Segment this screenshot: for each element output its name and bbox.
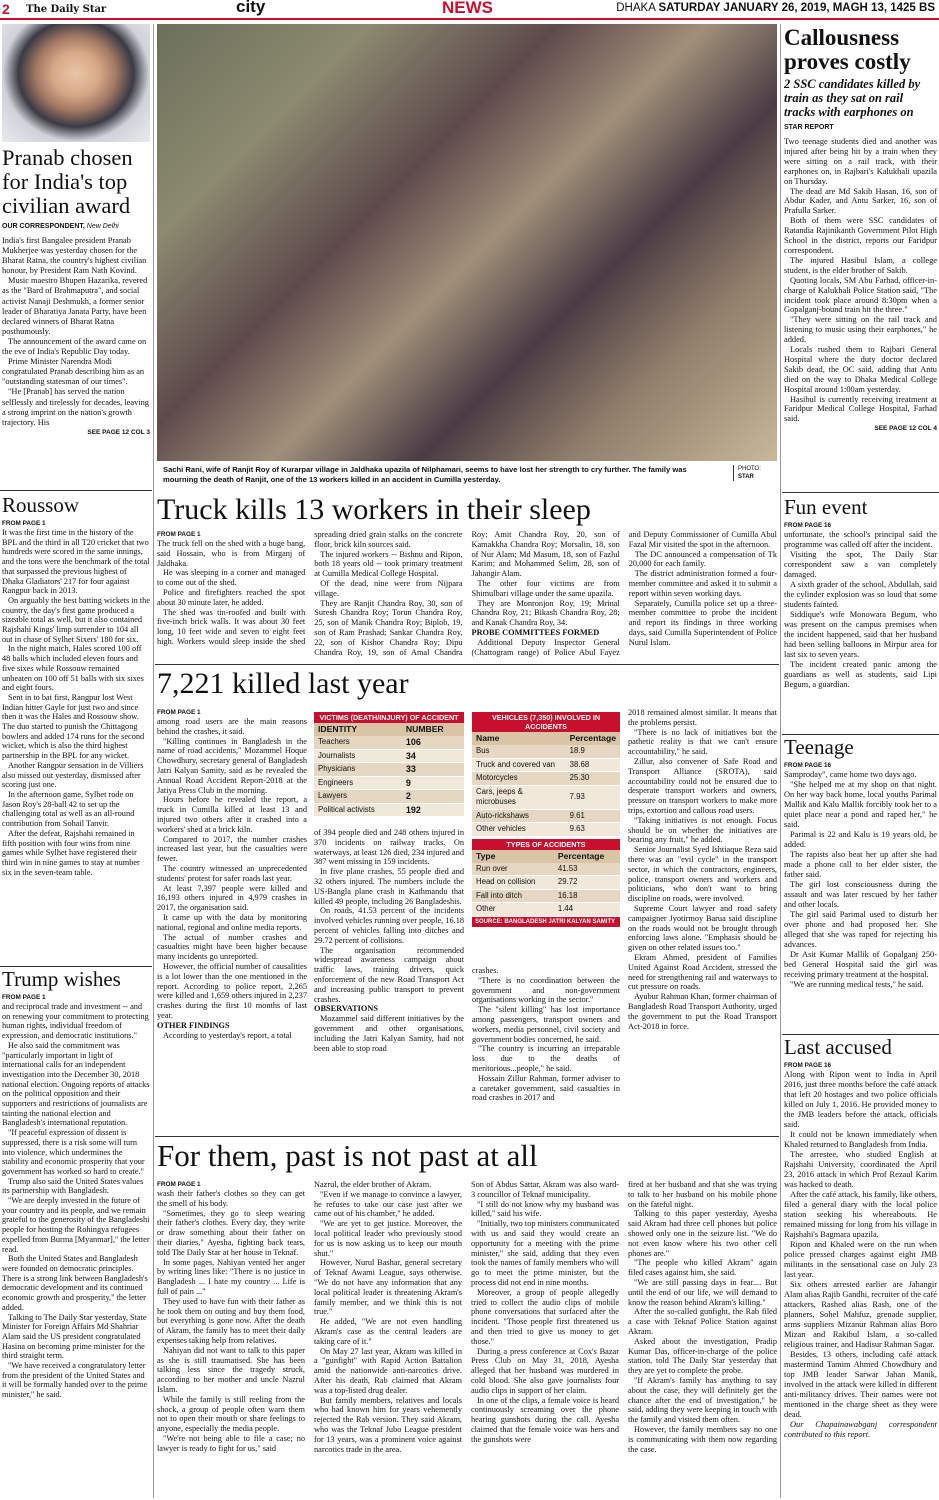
- past-col-1: FROM PAGE 1 wash their father's clothes so they can get the smell of his body. "Sometimes, they go to sleep wearing their father's clothes. Every day, they write or draw something about their father on their diaries," Ayesha, fighting back tears, told The Daily Star at her house in Teknaf. In some pages, Nahiyan vented her anger by writing lines like: "There is no justice in Bangladesh ... I hate my country ... Life is full of pain ..." They used to have fun with their father as he took them on outing and buy them food, but everything is gone now. After the death of Akram, the family has to meet their daily expenses taking help from relatives. Nahiyan did not want to talk to this paper as she is still traumatised. She has been talking less since the tragedy struck, according to her mother and uncle Nazrul Islam. While the family is still reeling from the shock, a group of people often warn them not to open their mouth or share feelings to anyone, especially the media people. "We're not being able to file a case; no lawyer is ready to fight for us," said: [157, 1181, 305, 1453]
- table-row: Cars, jeeps & microbuses 7.93: [472, 785, 620, 809]
- table-row: Run over 41.53: [472, 863, 620, 876]
- types-table-title: TYPES OF ACCIDENTS: [472, 839, 620, 850]
- photo-caption-text: Sachi Rani, wife of Ranjit Roy of Kurarpar village in Jaldhaka upazila of Nilphamari, seems to have lost her strength to cry further. The family was mourning the death of Ranjit, one of the 13 workers killed in an accident in Cumilla yesterday.: [163, 465, 687, 484]
- vehicles-table-grid: Name Percentage Bus 18.9 Truck and covered van 38.68 Motorcycles 25.30 Cars, jeeps & microbuses 7.93 Auto-rickshaws 9.61 Other vehicles 9.63: [472, 732, 620, 837]
- table-row: Other 1.44: [472, 903, 620, 917]
- dateline: DHAKA SATURDAY JANUARY 26, 2019, MAGH 13, 1425 BS: [616, 2, 935, 14]
- teenage-headline: Teenage: [784, 736, 854, 759]
- pranab-body: India's first Bangalee president Pranab Mukherjee was yesterday chosen for the Bharat Ratna, the country's highest civilian honour, by President Ram Nath Kovind. Music maestro Bhupen Hazarika, revered as the "Bard of Brahmaputra", and social activist Nanaji Deshmukh, a former senior leader of Bharatiya Janata Party, have been declared winners of Bharat Ratna posthumously. The announcement of the award came on the eve of India's Republic Day today. Prime Minister Narendra Modi congratulated Pranab describing him as an "outstanding statesman of our times". "He [Pranab] has served the nation selflessly and tirelessly for decades, leaving a strong imprint on the nation's growth trajectory. His SEE PAGE 12 COL 3: [2, 236, 150, 436]
- truck-headline: Truck kills 13 workers in their sleep: [157, 494, 591, 526]
- photo-credit: PHOTO: STAR: [733, 465, 761, 481]
- table-row: Lawyers 2: [314, 790, 464, 804]
- callousness-story: [784, 26, 937, 492]
- callousness-body: Two teenage students died and another was injured after being hit by a train when they were sitting on a rail track, with their earphones on, in Rajbari's Kalukhali upazila on Thursday. The dead are Md Sakib Hasan, 16, son of Abdur Kader, and Antu Sarker, 16, son of Prafulla Sarker. Both of them were SSC candidates of Ratandia Rajinikanth Government Pilot High School in the district, reports our Faridpur correspondent. The injured Hasibul Islam, a college student, is the elder brother of Sakib. Quoting locals, SM Abu Farhad, officer-in-charge of Kalukhali Police Station said, "The incident took place around 8:30pm when a Gopalganj-bound train hit the three." "They were sitting on the rail track and listening to music using their earphones," he added. Locals rushed them to Rajbari General Hospital where the duty doctor declared Sakib dead, the OC said, adding that Antu died on the way to Dhaka Medical College Hospital around 1:00am yesterday. Hasibul is currently receiving treatment at Faridpur Medical College Hospital, Farhad said. SEE PAGE 12 COL 4: [784, 137, 937, 433]
- callousness-byline: STAR REPORT: [784, 124, 834, 131]
- table-source: SOURCE: BANGLADESH JATRI KALYAN SAMITY: [472, 917, 620, 927]
- trump-story: [2, 968, 150, 1498]
- past-col-3: Son of Abdus Sattar, Akram was also ward-3 councillor of Teknaf municipality. "I still do not know why my husband was killed," said his wife. "Initially, two top ministers communicated with us and said they would create an opportunity for a meeting with the prime minister," she said, adding that they even took the names of family members who will go to meet the prime minister, but the process did not end in nine months. Moreover, a group of people allegedly tried to collect the audio clips of mobile phone conversations that surfaced after the incident. "Those people first threatened us and then tried to give us money to get those." During a press conference at Cox's Bazar Press Club on May 31, 2018, Ayesha alleged that her husband was murdered in cold blood. She also gave journalists four audio clips in support of her claim. In one of the clips, a female voice is heard continuously screaming over the phone hearing gunshots during the call. Ayesha claimed that the female voice was hers and the gunshots were: [471, 1180, 619, 1444]
- table-row: Bus 18.9: [472, 745, 620, 758]
- vehicles-table: [472, 712, 620, 962]
- last-accused-story: [784, 1036, 937, 1498]
- types-table-grid: Type Percentage Run over 41.53 Head on collision 29.72 Fall into ditch 16.18 Other 1.44: [472, 850, 620, 917]
- pranab-headline: Pranab chosen for India's top civilian award: [2, 146, 133, 218]
- table-row: Auto-rickshaws 9.61: [472, 809, 620, 823]
- page-number: 2: [2, 1, 10, 17]
- killed-col-3: crashes. "There is no coordination between the government and non-government organisations working in the sector." The "silent killing" has lost importance among passengers, transport owners and workers, media personnel, civil society and government bodies concerned, he said. "The country is incurring an irreparable loss due to the deaths of meritorious...people," he said. Hossain Zillur Rahman, former adviser to a caretaker government, said casualties in road crashes in 2017 and: [472, 966, 620, 1103]
- truck-story: [157, 494, 777, 662]
- fun-body: FROM PAGE 16 unfortunate, the school's principal said the programme was called off after the incident. Visiting the spot, The Daily Star correspondent saw a van completely damaged. A sixth grader of the school, Abdullah, said the cylinder explosion was so loud that some students fainted. Siddique's wife Monowara Begum, who was present on the campus premises when the incident happened, said that her husband had been selling balloons in Mirpur area for last six to seven years. The incident created panic among the guardians as well as students, said Lipi Begum, a guardian.: [784, 522, 937, 689]
- table-row: Head on collision 29.72: [472, 876, 620, 890]
- pranab-byline: OUR CORRESPONDENT, New Delhi: [2, 223, 119, 230]
- table-row: Political activists 192: [314, 803, 464, 817]
- pranab-see-page: SEE PAGE 12 COL 3: [87, 428, 150, 436]
- fun-story: [784, 496, 937, 732]
- killed-headline: 7,221 killed last year: [157, 668, 409, 700]
- pranab-story: [2, 146, 150, 437]
- mourning-photo: [157, 24, 777, 461]
- past-col-4: fired at her husband and that she was trying to talk to her husband on his mobile phone on the fateful night. Talking to this paper yesterday, Ayesha said Akram had three cell phones but police showed only one in the seizure list. "We do not even know where his two other cell phones are." "The people who killed Akram" again filed cases against him, she said. "We are still passing days in fear.... But until the end of our life, we will demand to know the reason behind Akram's killing." After the so-called gunfight, the Rab filed a case with Teknaf Police Station against Akram. Asked about the investigation, Pradip Kumar Das, officer-in-charge of the police station, told The Daily Star yesterday that they are yet to complete the probe. "If Akram's family has anything to say about the case, they will definitely get the chance after the end of investigation," he said, adding they were keeping in touch with the family and visited them often. However, the family members say no one is communicating with them now regarding the case.: [628, 1180, 777, 1454]
- news-label: NEWS: [442, 0, 493, 17]
- section-label: city: [236, 0, 266, 16]
- victims-table: [314, 712, 464, 822]
- last-accused-headline: Last accused: [784, 1036, 892, 1059]
- table-row: Journalists 34: [314, 749, 464, 763]
- callousness-subhead: 2 SSC candidates killed by train as they sat on rail tracks with earphones on: [784, 77, 921, 119]
- past-col-2: Nazrul, the elder brother of Akram. "Even if we manage to convince a lawyer, he refuses to take our case just after we came out of his chamber," he added. "We are yet to get justice. Moreover, the local political leader who previously stood for us is now asking us to keep our mouth shut." However, Nurul Bashar, general secretary of Teknaf Awami League, says otherwise. "We do not have any information that any local political leader is threatening Akram's family member, and we think this is not true." He added, "We are not even handling Akram's case as the central leaders are taking care of it." On May 27 last year, Akram was killed in a "gunfight" with Rapid Action Battalion amid the nationwide anti-narcotics drive. After his death, Rab claimed that Akram was a top-listed drug dealer. But family members, relatives and locals who had known him for years vehemently rejected the Rab version. They said Akram, who was the Teknaf Jubo League president for 13 years, was a prominent voice against narcotics trade in the area.: [314, 1180, 462, 1454]
- roussow-headline: Roussow: [2, 494, 80, 517]
- table-row: Other vehicles 9.63: [472, 823, 620, 837]
- table-row: Physicians 33: [314, 763, 464, 777]
- killed-col-2: of 394 people died and 248 others injured in 370 incidents on railway tracks. On waterways, at least 126 died, 234 injured and 387 went missing in 159 incidents. In five plane crashes, 55 people died and 32 others injured. The numbers include the US-Bangla plane crash in Kathmandu that killed 49 people, including 26 Bangladeshis. On roads, 41.53 percent of the incidents involved vehicles running over people, 16.18 percent of vehicles falling into ditches and 29.72 percent of collisions. The organisation recommended widespread awareness campaign about traffic laws, training drivers, quick enforcement of the new Road Transport Act and increasing public transport to prevent crashes. OBSERVATIONS Mozammel said different initiatives by the government and other organisations, including the Jatri Kalyan Samity, had not been able to stop road: [314, 828, 464, 1053]
- killed-col-4: 2018 remained almost similar. It means that the problems persist. "There is no lack of initiatives but the pathetic reality is that we can't ensure accountability," he said. Zillur, also convener of Safe Road and Transport Alliance (SROTA), said accountability could not be ensured due to desperate transport workers and owners, pressure on transport workers to make more trips, extortion and callous road users. "Taking initiatives is not enough. Focus should be on whether the initiatives are bearing any fruit," he added. Senior Journalist Syed Ishtiaque Reza said there was an "evil cycle" in the transport sector, in which the contractors, engineers, police, transport owners and workers and politicians, who don't want to bring discipline on roads, were involved. Supreme Court lawyer and road safety campaigner Jyotirmoy Barua said discipline on the roads would not be brought through enforcing laws alone. "Emphasis should be given on other related issues too." Ekram Ahmed, president of Families United Against Road Accident, stressed the need for strengthening rail and waterways to cut pressure on roads. Ayubur Rahman Khan, former chairman of Bangladesh Road Transport Authority, urged the government to put the Road Transport Act-2018 in force.: [628, 708, 777, 1031]
- past-headline: For them, past is not past at all: [157, 1140, 538, 1173]
- table-row: Motorcycles 25.30: [472, 772, 620, 786]
- table-row: Fall into ditch 16.18: [472, 889, 620, 903]
- roussow-story: [2, 494, 150, 966]
- photo-caption: [157, 463, 777, 489]
- victims-table-title: VICTIMS (DEATH/INJURY) OF ACCIDENT: [314, 712, 464, 723]
- callousness-headline: Callousness proves costly: [784, 26, 911, 74]
- last-accused-body: FROM PAGE 16 Along with Ripon went to India in April 2016, just three months before the café attack that left 20 hostages and two police officials killed on July 1, 2016. He provided money to the JMB leaders before the attack, officials said. It could not be known immediately when Khaled returned to Bangladesh from India. The arrestee, who studied English at Rajshahi University, coordinated the April 23, 2016 attack in which Prof Rezaul Karim was hacked to death. After the café attack, his family, like others, filed a general diary with the local police station seeking his whereabouts. He remained missing for long from his village in Rajshahi's Bagmara upazila. Ripon and Khaled were on the run when police pressed charges against eight JMB militants in the sensational case on July 23 last year. Six others arrested earlier are Jahangir Alam alias Rajib Gandhi, recruiter of the café attackers, Rashed alias Rash, one of the planners, Sohel Mahfuz, grenade supplier, arms suppliers Mizanur Rahman alias Boro Mizan and Rakibul Islam, a so-called religious trainer, and Hadisur Rahman Sagar. Besides, 13 others, including café attack mastermind Tamim Ahmed Chowdhury and top JMB leader Sarwar Jahan Manik, involved in the attack were killed in different anti-militancy drives. Their names were not mentioned in the charge sheet as they were dead. Our Chapainawabganj correspondent contributed to this report.: [784, 1062, 937, 1439]
- trump-body: FROM PAGE 1 and reciprocal trade and investment -- and on renewing your commitment to protecting human rights, individual freedom of expression, and democratic institutions." He also said the commitment was "particularly important in light of international calls for an independent investigation into the December 30, 2018 national election. Ongoing reports of attacks on the political opposition and their supporters and restrictions of journalists are tainting the national election and Bangladesh's international reputation. "If peaceful expression of dissent is suppressed, there is a risk some will turn into violence, which undermines the stability and economic prosperity that your government has worked so hard to create." Trump also said the United States values its partnership with Bangladesh. "We are deeply invested in the future of your country and its people, and we remain grateful to the generosity of the Bangladeshi people for hosting the Rohingya refugees expelled from Burma [Myanmar]," the letter read. Both the United States and Bangladesh were founded on democratic principles. There is a strong link between Bangladesh's democratic development and its continued economic growth and prosperity," the letter added. Talking to The Daily Star yesterday, State Minister for Foreign Affairs Md Shahriar Alam said the US president congratulated Hasina on becoming prime minister for the third straight term. "We have received a congratulatory letter from the president of the United States and it will be formally handed over to the prime minister," he said.: [2, 994, 150, 1400]
- killed-headline-box: [157, 668, 777, 708]
- paper-name: The Daily Star: [26, 4, 107, 15]
- victims-table-grid: IDENTITY NUMBER Teachers 106 Journalists 34 Physicians 33 Engineers 9 Lawyers 2 Political activists 192: [314, 723, 464, 817]
- masthead: [0, 0, 939, 20]
- table-row: Truck and covered van 38.68: [472, 758, 620, 772]
- pranab-portrait: [2, 24, 150, 142]
- table-row: Engineers 9: [314, 776, 464, 790]
- roussow-body: FROM PAGE 1 It was the first time in the history of the BPL and the third in all T20 cricket that two hundreds were scored in the same innings, and the tons were the benchmark of the total that surpassed the previous highest of Dhaka Gladiators' 217 for four against Rangpur back in 2013. On arguably the best batting wickets in the country, the day's first game produced a sizeable total as well, but it also contained Rajshahi Kings' limp surrender to 104 all out in chase of Sylhet Sixers' 180 for six. In the night match, Hales scored 100 off 48 balls which included eleven fours and five sixes while Rossouw remained unbeaten on 100 off 51 balls with six sixes and eight fours. Sent in to bat first, Rangpur lost West Indian hitter Gayle for just two and since then it was the Hales and Rossouw show. The duo started to punish the Chittagong bowlers and added 174 runs for the second wicket, which is also the third highest partnership in the BPL for any wicket. Another Rangpur sensation in de Villiers also missed out yesterday, dismissed after scoring just one. In the afternoon game, Sylhet rode on Jason Roy's 28-ball 42 to set up the challenging total as well as an all-round contribution from Sohail Tanvir. After the defeat, Rajshahi remained in fifth position with four wins from nine games while Sylhet have registered their third win in nine games to stay at number six in the seven-team table.: [2, 520, 150, 877]
- teenage-body: FROM PAGE 16 Samproday", came home two days ago. "She helped me at my shop on that night. On her way back home, local youths Parimal Mallik and Kalu Mallik forcibly took her to a quiet place near a pond and raped her," he said. Parimal is 22 and Kalu is 19 years old, he added. The rapists also beat her up after she had made a phone call to her elder sister, the father said. The girl lost consciousness during the assault and was later rescued by her father and other locals. The girl said Parimal used to disturb her over phone and had proposed her. She alleged that she was raped for rejecting his advances. Dr Asit Kumar Mallik of Gopalganj 250-bed General Hospital said the girl was receiving primary treatment at the hospital. "We are running medical tests," he said.: [784, 762, 937, 989]
- trump-headline: Trump wishes: [2, 968, 121, 991]
- truck-body: FROM PAGE 1 The truck fell on the shed with a huge bang, said Hossain, who is from Mirganj of Jaldhaka. He was sleeping in a corner and managed to come out of the shed. Police and firefighters reached the spot about 30 minute later, he added. The shed was tin-roofed and built with five-inch brick walls. It was about 30 feet long, 10 feet wide and seven to eight feet high. Workers would sleep inside the shed spreading dried grain stalks on the concrete floor, brick kiln sources said. The injured workers -- Bishnu and Ripon, both 18 years old -- took primary treatment at Cumilla Medical College Hospital. Of the dead, nine were from Nijpara village. They are Ranjit Chandra Roy, 30, son of Suresh Chandra Roy; Torun Chandra Roy, 25, son of Manik Chandra Roy; Biplob, 19, son of Ram Prashad; Sankar Chandra Roy, 22, son of Kishor Chandra Roy; Dipu Chandra Roy, 19, son of Amal Chandra Roy; Amit Chandra Roy, 20, son of Kamakkha Chandra Roy; Morsalin, 18, son of Nur Alam; Md Masum, 18, son of Fazlul Karim; and Mohammed Selim, 28, son of Jahangir Alam. The other four victims are from Shimulbari village under the same upazila. They are Monronjon Roy, 19; Mrinal Chandra Roy, 21; Bikash Chandra Roy, 28; and Kanak Chandra Roy, 34. PROBE COMMITTEES FORMED Additional Deputy Inspector General (Chattogram range) of Police Abul Fayez and Deputy Commissioner of Cumilla Abul Fazal Mir visited the spot in the afternoon. The DC announced a compensation of Tk 20,000 for each family. The district administration formed a four-member committee and asked it to submit a report within seven working days. Separately, Cumilla police set up a three-member committee to probe the incident and report its findings in three working days, said Cumilla Superintendent of Police Nurul Islam.: [157, 530, 777, 657]
- vehicles-table-title: VEHICLES (7,350) INVOLVED IN ACCIDENTS: [472, 712, 620, 732]
- fun-headline: Fun event: [784, 496, 868, 519]
- killed-col-1: FROM PAGE 1 among road users are the main reasons behind the crashes, it said. "Killing continues in Bangladesh in the name of road accidents," Mozammel Hoque Chowdhury, secretary general of Bangladesh Jatri Kalyan Samity, said as he revealed the Annual Road Accident Report-2018 at the Jatiya Press Club in the morning. Hours before he revealed the report, a truck in Cumilla killed at least 13 and injured two others after it crashed into a workers' shed at a brick kiln. Compared to 2017, the number crashes increased last year, but the casualties were fewer. The country witnessed an unprecedented students' protest for safer roads last year. At least 7,397 people were killed and 16,193 others injured in 4,979 crashes in 2017, the organisation said. It came up with the data by monitoring national, regional and online media reports. The actual of number crashes and casualties might have been higher because many incidents go unreported. However, the official number of causalities is a lot lower than the one mentioned in the report. According to police report, 2,265 were killed and 1,659 others injured in 2,237 crashes during the first 10 months of last year. OTHER FINDINGS According to yesterday's report, a total: [157, 709, 307, 1040]
- teenage-story: [784, 736, 937, 1032]
- table-row: Teachers 106: [314, 736, 464, 749]
- last-accused-note: Our Chapainawabganj correspondent contributed to this report.: [784, 1420, 937, 1439]
- past-headline-box: [157, 1140, 777, 1180]
